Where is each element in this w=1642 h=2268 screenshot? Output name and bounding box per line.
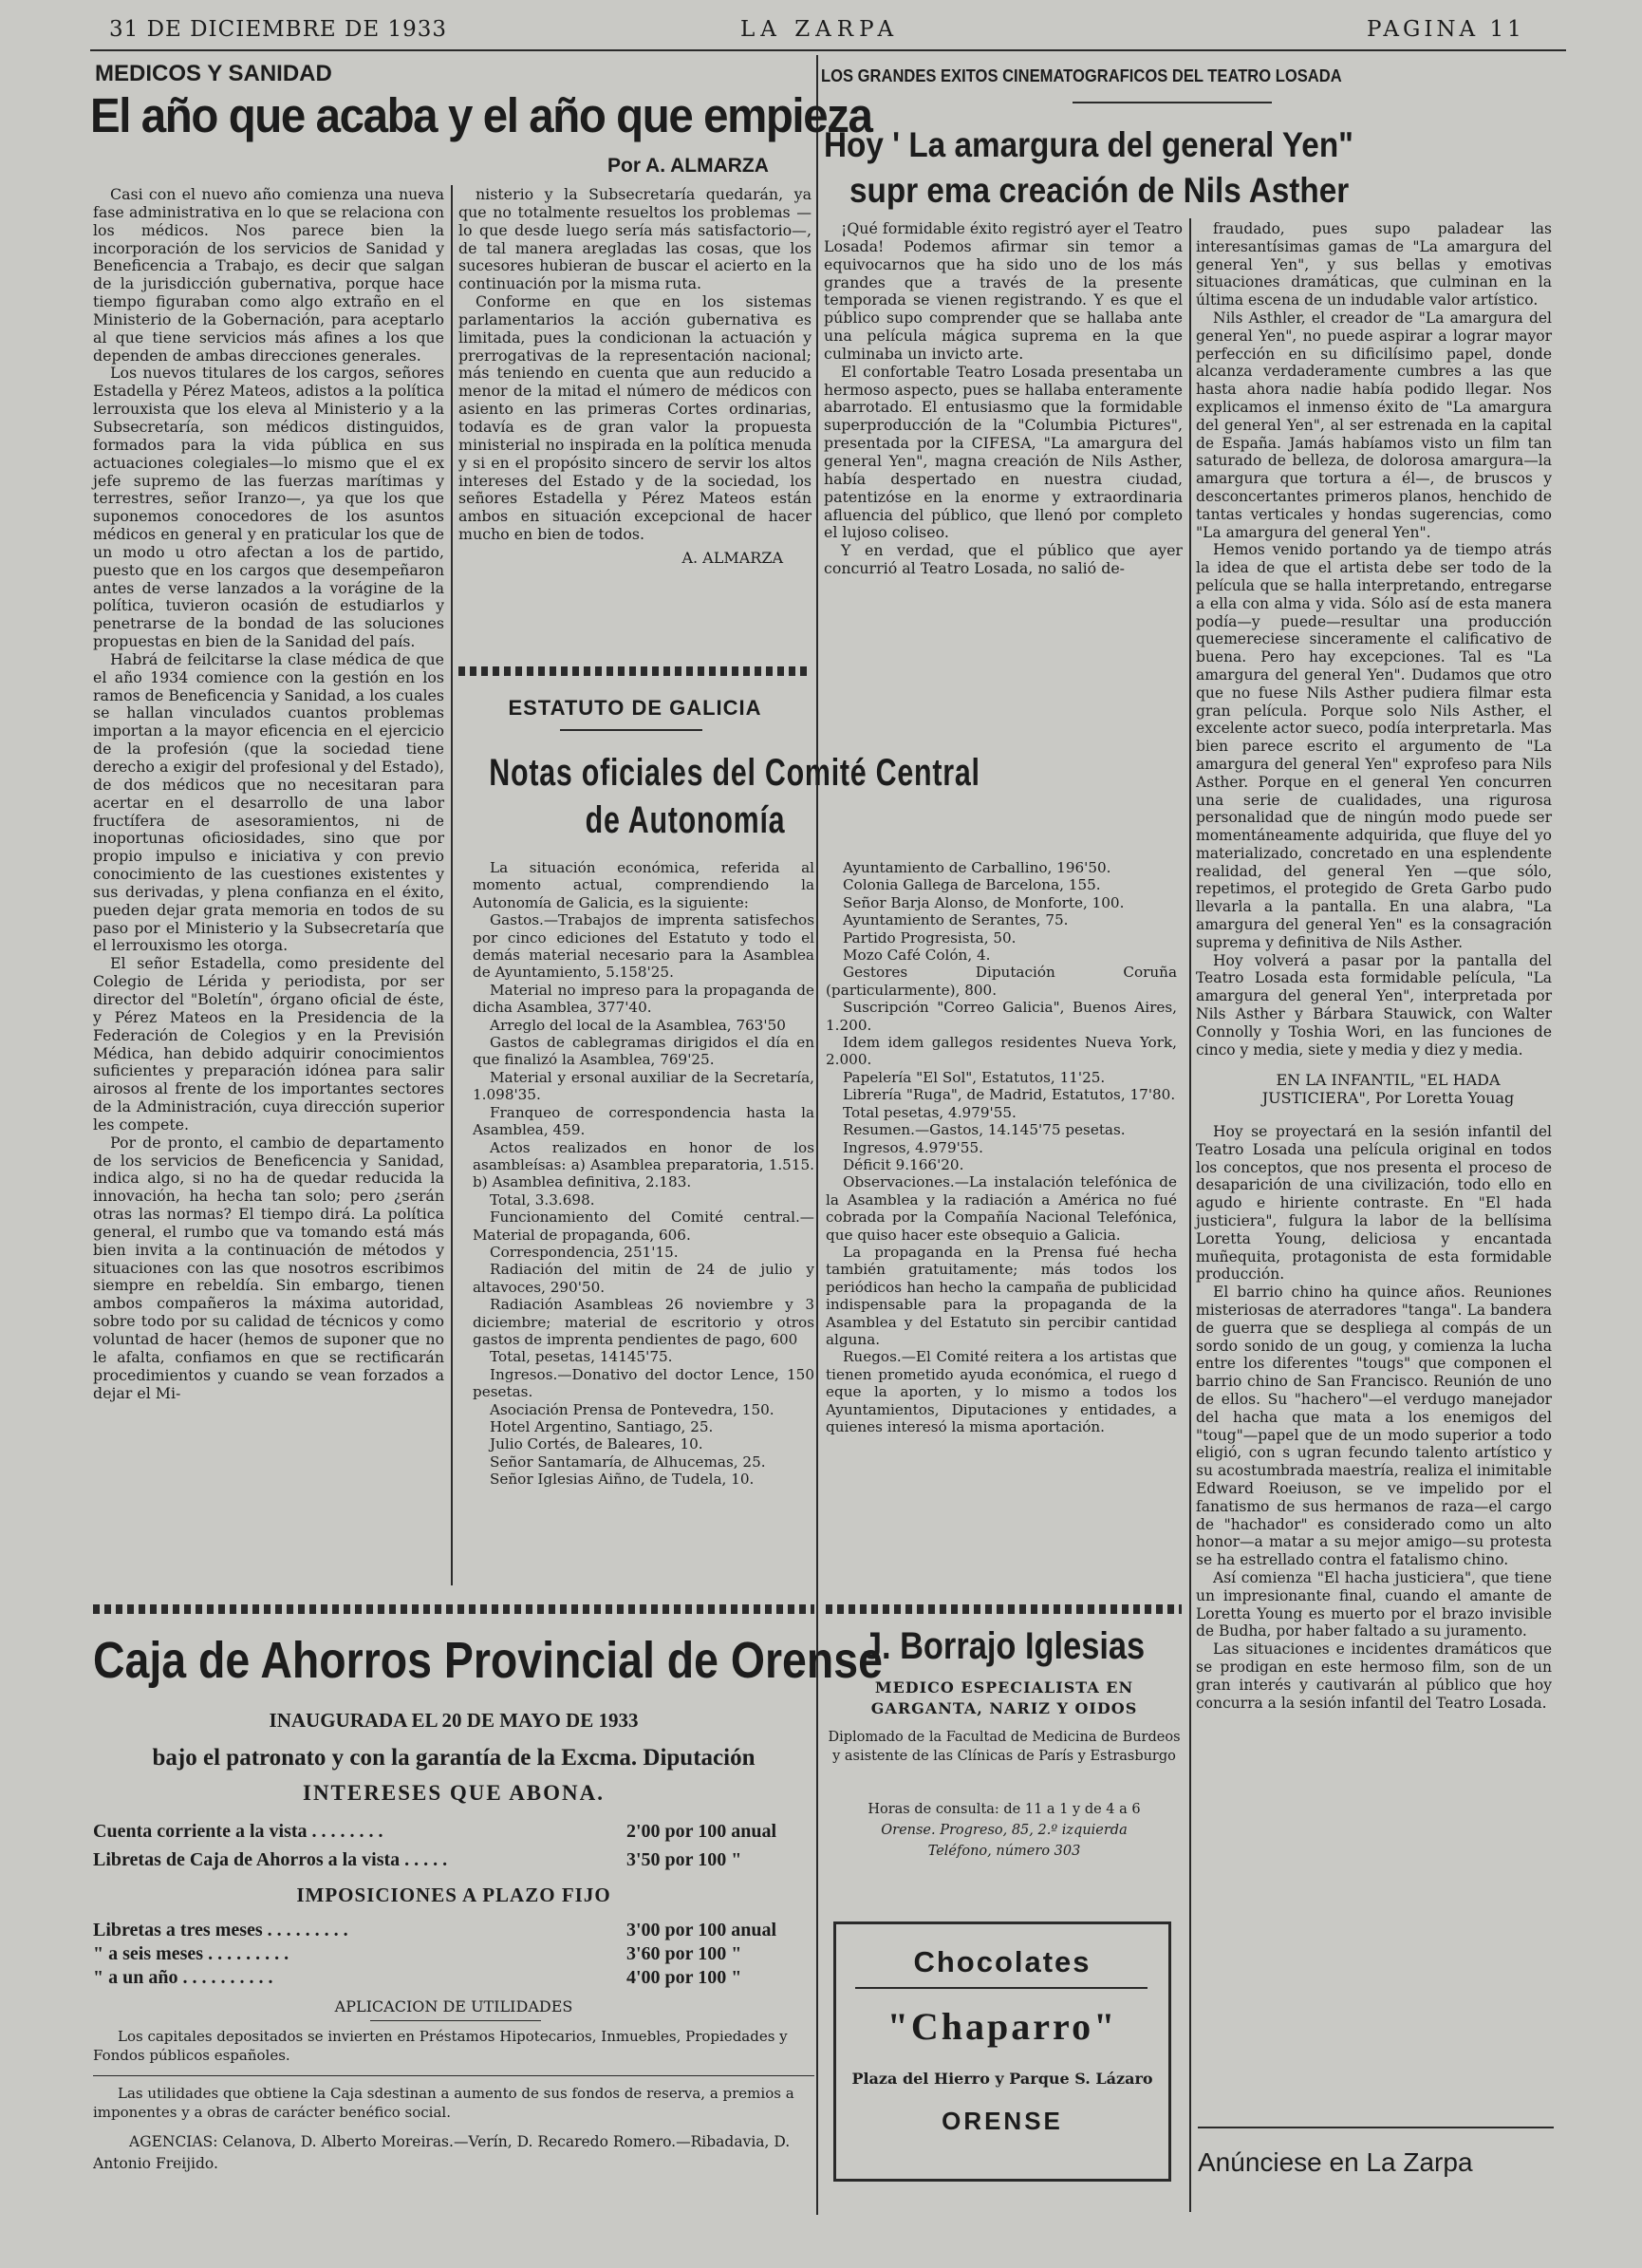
cine-title-line1: Hoy ' La amargura del general Yen" (824, 125, 1353, 164)
paragraph: Partido Progresista, 50. (843, 928, 1017, 947)
paragraph: nisterio y la Subsecretaría quedarán, ya que no totalmente resueltos los problemas —lo que desde luego sería más satisfactorio—, de tal manera aregladas las cosas, que los sucesores hubieran de buscar el acierto en la continuación por la misma ruta. (458, 185, 812, 293)
paragraph: Idem idem gallegos residentes Nueva York, 2.000. (826, 1034, 1177, 1069)
chocolates-line1: Chocolates (913, 1945, 1092, 1978)
medicos-signature: A. ALMARZA (681, 548, 783, 567)
paragraph: Librería "Ruga", de Madrid, Estatutos, 17'80. (843, 1086, 1176, 1104)
paragraph: Hoy se proyectará en la sesión infantil del Teatro Losada una película original en todos los conceptos, que nos presenta el proceso de desaparición de una civilización, todo ello en agudo e hiriente contraste. En "El hada justiciera", fulgura la labor de la bellísima Loretta Young, deliciosa y encantada muñequita, protagonista de esta formidable producción. (1196, 1123, 1552, 1284)
paragraph: Total, 3.3.698. (490, 1190, 595, 1209)
paragraph: Señor Barja Alonso, de Monforte, 100. (843, 893, 1125, 911)
paragraph: Y en verdad, que el público que ayer concurrió al Teatro Losada, no salió de- (824, 541, 1183, 578)
paragraph: Conforme en que en los sistemas parlamentarios la acción gubernativa es limitada, pues la condicionan la actuación y prerrogativas de la representación nacional; más teniendo en cuenta que aun reducido a menor de la mitad el número de médicos con asiento en las primeras Cortes ordinarias, todavía es de gran valor la propuesta ministerial no inspirada en la política menuda y si en el propósito sincero de servir los altos intereses del Estado y de la sociedad, los señores Estadella y Pérez Mateos están ambos en situación excepcional de hacer mucho en bien de todos. (458, 292, 812, 544)
paragraph: Gastos de cablegramas dirigidos el día en que finalizó la Asamblea, 769'25. (473, 1034, 814, 1069)
borrajo-line4: Horas de consulta: de 11 a 1 y de 4 a 6 (868, 1802, 1141, 1817)
paragraph: Los nuevos titulares de los cargos, señores Estadella y Pérez Mateos, adistos a la política lerrouxista que los eleva al Ministerio y a la Subsecretaría, son médicos distinguidos, formados para la vida pública en sus actuaciones colegiales—lo mismo que el ex jefe supremo de las fuerzas marítimas y terrestres, señor Iranzo—, ya que los que suponemos conocedores de los asuntos médicos en general y en praticular los que de un modo u otro afectan a los de partido, puesto que en los cargos que desempeñaron antes de verse lanzados a la vorágine de la política, tuvieron ocasión de estudiarlos y penetrarse de la bondad de las soluciones propuestas en bien de la Sanidad del país. (93, 364, 444, 651)
rule (370, 2020, 541, 2021)
chocolates-line4: ORENSE (942, 2107, 1063, 2135)
caja-title: Caja de Ahorros Provincial de Orense (93, 1632, 883, 1689)
chocolates-ad (833, 1921, 1171, 2182)
paragraph: Gastos.—Trabajos de imprenta satisfechos por cinco ediciones del Estatuto y todo el demás material necesario para la Asamblea de Ayuntamiento, 5.158'25. (473, 911, 814, 982)
paragraph: Señor Santamaría, de Alhucemas, 25. (490, 1453, 766, 1471)
caja-agencias: AGENCIAS: Celanova, D. Alberto Moreiras.—Verín, D. Recaredo Romero.—Ribadavia, D. Antonio Freijido. (93, 2133, 791, 2172)
medicos-title: El año que acaba y el año que empieza (90, 88, 872, 142)
rate-label: Cuenta corriente a la vista . . . . . . . . (93, 1821, 383, 1842)
masthead-rule (90, 49, 1566, 51)
rate-label: " a un año . . . . . . . . . . (93, 1967, 273, 1988)
paragraph: Hotel Argentino, Santiago, 25. (490, 1418, 714, 1435)
paragraph: Ruegos.—El Comité reitera a los artistas que tienen prometido ayuda económica, el ruego d eque la aporten, y lo mismo a todos los Ayuntamientos, Diputaciones y entidades, a quienes interesó la misma aportación. (826, 1348, 1177, 1435)
paragraph: Por de pronto, el cambio de departamento de los servicios de Beneficencia y Sanidad, indica algo, si no ha de quedar reducida la innovación, ha hecha tan solo; pero ¿serán otras las normas? El tiempo dirá. La política general, el rumbo que va tomando está más bien invita a la continuación de métodos y situaciones con las que nosotros escribimos siempre en rebeldía. Sin embargo, tienen ambos compañeros la máxima autoridad, sobre todo por su calidad de técnicos y como voluntad de hacer (hemos de suponer que no le afalta, confiamos en que se rectificarán procedimientos y cuando se vean forzados a dejar el Mi- (93, 1133, 444, 1402)
paragraph: Radiación del mitin de 24 de julio y altavoces, 290'50. (473, 1261, 814, 1296)
cine-sub-kicker: EN LA INFANTIL, "EL HADA JUSTICIERA", Por Loretta Youag (1261, 1071, 1515, 1108)
cine-column-1 (824, 220, 1183, 578)
rate-value: 2'00 por 100 anual (626, 1821, 776, 1842)
column-rule (451, 185, 453, 1585)
paragraph: Hoy volverá a pasar por la pantalla del Teatro Losada esta formidable película, "La amargura del general Yen", interpretada por Nils Asther y Bárbara Stauwick, con Walter Connolly y Toshia Wori, en las funciones de cinco y media, siete y media y diez y media. (1196, 951, 1552, 1059)
paragraph: Ayuntamiento de Carballino, 196'50. (843, 859, 1111, 876)
paragraph: Asociación Prensa de Pontevedra, 150. (490, 1400, 774, 1418)
paragraph: Total, pesetas, 14145'75. (490, 1348, 673, 1366)
rate-value: 3'50 por 100 " (626, 1849, 742, 1870)
paragraph: Radiación Asambleas 26 noviembre y 3 diciembre; material de escritorio y otros gastos de imprenta pendientes de pago, 600 (473, 1296, 814, 1348)
paragraph: El confortable Teatro Losada presentaba un hermoso aspecto, pues se hallaba enteramente abarrotado. El entusiasmo que la formidable superproducción de la "Columbia Pictures", presentada por la CIFESA, "La amargura del general Yen", magna creación de Nils Asther, había despertado en nuestra ciudad, patentizóse en la enorme y extraordinaria afluencia del público, que llenó por completo el lujoso coliseo. (824, 362, 1183, 542)
medicos-column-2 (458, 186, 812, 568)
paragraph: Total pesetas, 4.979'55. (843, 1103, 1017, 1121)
estatuto-title-line1: Notas oficiales del Comité Central (489, 752, 980, 794)
rule (855, 1987, 1148, 1989)
rate-value: 3'60 por 100 " (626, 1943, 742, 1964)
anunciese-label: Anúnciese en La Zarpa (1198, 2147, 1473, 2177)
caja-utilidades: Las utilidades que obtiene la Caja sdestinan a aumento de sus fondos de reserva, a premios a imponentes y a obras de carácter benéfico social. (93, 2085, 794, 2121)
paragraph: Colonia Gallega de Barcelona, 155. (843, 876, 1101, 894)
borrajo-line6: Teléfono, número 303 (927, 1844, 1081, 1859)
paragraph: Papelería "El Sol", Estatutos, 11'25. (843, 1068, 1106, 1086)
chocolates-line2: "Chaparro" (886, 2005, 1118, 2048)
cine-title-line2: supr ema creación de Nils Asther (849, 171, 1350, 210)
caja-patronato: bajo el patronato y con la garantía de la Excma. Diputación (152, 1745, 756, 1771)
rate-value: 3'00 por 100 anual (626, 1920, 776, 1940)
caja-inaugurada: INAUGURADA EL 20 DE MAYO DE 1933 (269, 1709, 639, 1732)
section-divider (826, 1604, 1182, 1614)
paragraph: Julio Cortés, de Baleares, 10. (490, 1435, 703, 1453)
paragraph: fraudado, pues supo paladear las interesantísimas gamas de "La amargura del general Yen", y sus bellas y emotivas situaciones dramáticas, que culminan en la última escena de un indudable valor artístico. (1196, 220, 1552, 309)
rate-value: 4'00 por 100 " (626, 1967, 742, 1988)
section-divider (458, 666, 812, 676)
paragraph: Arreglo del local de la Asamblea, 763'50 (490, 1016, 786, 1034)
estatuto-column-2 (826, 859, 1177, 1435)
cine-column-2 (1196, 220, 1552, 1712)
paragraph: El señor Estadella, como presidente del Colegio de Lérida y periodista, por ser director del "Boletín", órgano oficial de éste, y Pérez Mateos en la Presidencia de la Federación de Colegios y en la Previsión Médica, han debido adquirir conocimientos suficientes y preparación idónea para salir airosos al frente de los importantes sectores de la Administración, cuya dirección superior les compete. (93, 954, 444, 1134)
paragraph: Correspondencia, 251'15. (490, 1243, 679, 1261)
rate-label: Libretas a tres meses . . . . . . . . . (93, 1920, 348, 1940)
caja-imposiciones: IMPOSICIONES A PLAZO FIJO (296, 1884, 611, 1906)
paragraph: Así comienza "El hacha justiciera", que tiene un impresionante final, cuando el amante de Loretta Young es muerto por el brazo invisible de Budha, por haber faltado a su juramento. (1196, 1568, 1552, 1640)
borrajo-line2: GARGANTA, NARIZ Y OIDOS (870, 1699, 1138, 1717)
medicos-kicker: MEDICOS Y SANIDAD (95, 61, 332, 86)
rule (1198, 2127, 1554, 2128)
column-rule (816, 55, 818, 2215)
paragraph: La situación económica, referida al momento actual, comprendiendo la Autonomía de Galicia, es la siguiente: (473, 859, 814, 911)
paragraph: Gestores Diputación Coruña (particularmente), 800. (826, 964, 1177, 999)
column-rule (1189, 218, 1191, 2212)
cine-kicker: LOS GRANDES EXITOS CINEMATOGRAFICOS DEL TEATRO LOSADA (821, 66, 1342, 85)
estatuto-title-line2: de Autonomía (585, 799, 786, 841)
page-number: PAGINA 11 (1367, 17, 1525, 42)
rate-label: " a seis meses . . . . . . . . . (93, 1943, 289, 1964)
paragraph: Funcionamiento del Comité central.—Material de propaganda, 606. (473, 1209, 814, 1244)
newspaper-name: LA ZARPA (740, 17, 900, 42)
paragraph: Hemos venido portando ya de tiempo atrás la idea de que el artista debe ser todo de la película que se halla interpretando, entregarse a ella con alma y vida. Sólo así de esta manera podía—y puede—resultar una producción quemereciese sinceramente el calificativo de buena. Pero hay excepciones. Tal es "La amargura del general Yen". Dudamos que otro que no fuese Nils Asther pudiera filmar esta gran película. Porque solo Nils Asther, el excelente actor sueco, podía interpretarla. Mas bien parece escrito el argumento de "La amargura del general Yen" exprofeso para Nils Asther. Porque en el general Yen concurren una serie de cualidades, una rigurosa personalidad que de ningún modo puede ser momentáneamente adquirida, que fluye del yo materializado, concretado en una esplendente realidad, del general Yen —que sólo, repetimos, el protegido de Greta Garbo pudo llevarla a la pantalla. En una alabra, "La amargura del general Yen" es la consagración suprema y definitiva de Nils Asther. (1196, 541, 1552, 951)
kicker-rule (560, 729, 702, 731)
paragraph: Déficit 9.166'20. (843, 1155, 964, 1173)
borrajo-name: J. Borrajo Iglesias (863, 1625, 1146, 1667)
paragraph: Casi con el nuevo año comienza una nueva fase administrativa en lo que se relaciona con los médicos. Nos parece bien la incorporación de los servicios de Sanidad y Beneficencia a Trabajo, es decir que salgan de la jurisdicción gubernativa, porque hace tiempo figuraban como algo extraño en el Ministerio de la Gobernación, para aceptarlo al que tiene servicios más afines a los que dependen de ambas direcciones generales. (93, 185, 444, 365)
paragraph: Suscripción "Correo Galicia", Buenos Aires, 1.200. (826, 999, 1177, 1034)
paragraph: Ayuntamiento de Serantes, 75. (843, 911, 1069, 929)
caja-intereses: INTERESES QUE ABONA. (303, 1781, 605, 1805)
paragraph: ¡Qué formidable éxito registró ayer el Teatro Losada! Podemos afirmar sin temor a equivocarnos que ha sido uno de los más grandes que a través de la presente temporada se vienen registrando. Y es que el público supo comprender que se hallaba ante una película mágica suprema en la que culminaba un invicto arte. (824, 219, 1183, 363)
paragraph: Ingresos.—Donativo del doctor Lence, 150 pesetas. (473, 1365, 814, 1401)
chocolates-line3: Plaza del Hierro y Parque S. Lázaro (851, 2070, 1153, 2088)
section-divider (93, 1604, 814, 1614)
paragraph: Observaciones.—La instalación telefónica de la Asamblea y la radiación a América no fué cobrada por la Compañía Nacional Telefónica, que quiso hacer este obsequio a Galicia. (826, 1173, 1177, 1244)
medicos-byline: Por A. ALMARZA (607, 155, 769, 177)
medicos-column-1 (93, 186, 444, 1402)
caja-capitales: Los capitales depositados se invierten en Préstamos Hipotecarios, Inmuebles, Propiedades y Fondos públicos españoles. (93, 2028, 788, 2064)
paragraph: Material no impreso para la propaganda de dicha Asamblea, 377'40. (473, 981, 814, 1017)
paragraph: Resumen.—Gastos, 14.145'75 pesetas. (843, 1121, 1126, 1139)
paragraph: Franqueo de correspondencia hasta la Asamblea, 459. (473, 1103, 814, 1139)
paragraph: Habrá de feilcitarse la clase médica de que el año 1934 comience con la gestión en los ramos de Beneficencia y Sanidad, a los cuales se hallan vinculados cuantos problemas importan a la mayor eficencia en el ejercicio de la profesión (que la sociedad tiene derecho a exigir del profesional y del Estado), de dos médicos que no necesitaran para acertar en el desarrollo de una labor fructífera de asesoramientos, ni de inoportunas oficiosidades, sino que por propio impulso e iniciativa y con previo conocimiento de las cuestiones existentes y sus derivadas, y plena confianza en el éxito, pueden dejar grata memoria en todos de su paso por el Ministerio y la Subsecretaría que el lerrouxismo les otorga. (93, 649, 444, 955)
paragraph: La propaganda en la Prensa fué hecha también gratuitamente; más todos los periódicos han hecho la campaña de publicidad indispensable para la propaganda de la Asamblea y del Estatuto sin percibir cantidad alguna. (826, 1243, 1177, 1348)
paragraph: El barrio chino ha quince años. Reuniones misteriosas de aterradores "tanga". La bandera de guerra que se despliega al compás de un sordo sonido de un goug, y comienza la lucha entre los diferentes "tougs" que componen el barrio chino de San Francisco. Reunión de uno de ellos. Su "hachero"—el verdugo manejador del hacha que mata a los enemigos del "toug"—papel que de un modo superior a todo eligió, con s ugran fecundo talento artístico y su acostumbrada maestría, realiza el inimitable Edward Roeiuson, se ve impelido por el fanatismo de sus hermanos de raza—el cargo de "hachador" es considerado como un alto honor—a matar a su mejor amigo—su protesta se ha estrellado contra el fatalismo chino. (1196, 1284, 1552, 1569)
borrajo-line1: MEDICO ESPECIALISTA EN (874, 1678, 1134, 1696)
paragraph: Actos realizados en honor de los asambleísas: a) Asamblea preparatoria, 1.515. b) Asamblea definitiva, 2.183. (473, 1138, 814, 1191)
rate-label: Libretas de Caja de Ahorros a la vista . . . . . (93, 1849, 448, 1870)
paragraph: Material y ersonal auxiliar de la Secretaría, 1.098'35. (473, 1068, 814, 1104)
caja-aplicacion: APLICACION DE UTILIDADES (334, 1997, 573, 2015)
paragraph: Nils Asthler, el creador de "La amargura del general Yen", no puede aspirar a lograr mayor perfección en su dificilísimo papel, donde alcanza verdaderamente cumbres a las que hasta ahora nadie había podido llegar. Nos explicamos el inmenso éxito de "La amargura del general Yen", al ser estrenada en la capital de España. Jamás habíamos visto un film tan saturado de belleza, de dolorosa amargura—la amargura que tortura a él—, de bruscos y desconcertantes primeros planos, henchido de tantas verticales y hondas sugerencias, como "La amargura del general Yen". (1196, 309, 1552, 541)
estatuto-kicker: ESTATUTO DE GALICIA (508, 696, 762, 720)
rule (93, 2075, 814, 2076)
paragraph: Las situaciones e incidentes dramáticos que se prodigan en este hermoso film, son de un gran interés y cautivarán al público que hoy concurra a la sesión infantil del Teatro Losada. (1196, 1640, 1552, 1712)
borrajo-line3: Diplomado de la Facultad de Medicina de Burdeos y asistente de las Clínicas de París y Estrasburgo (828, 1730, 1181, 1764)
kicker-rule (1073, 102, 1272, 103)
paragraph: Señor Iglesias Aiñno, de Tudela, 10. (490, 1471, 755, 1489)
borrajo-line5: Orense. Progreso, 85, 2.º izquierda (881, 1823, 1128, 1838)
estatuto-column-1 (473, 859, 814, 1489)
paragraph: Ingresos, 4.979'55. (843, 1138, 983, 1156)
paragraph: Mozo Café Colón, 4. (843, 947, 991, 965)
issue-date: 31 DE DICIEMBRE DE 1933 (109, 17, 448, 42)
